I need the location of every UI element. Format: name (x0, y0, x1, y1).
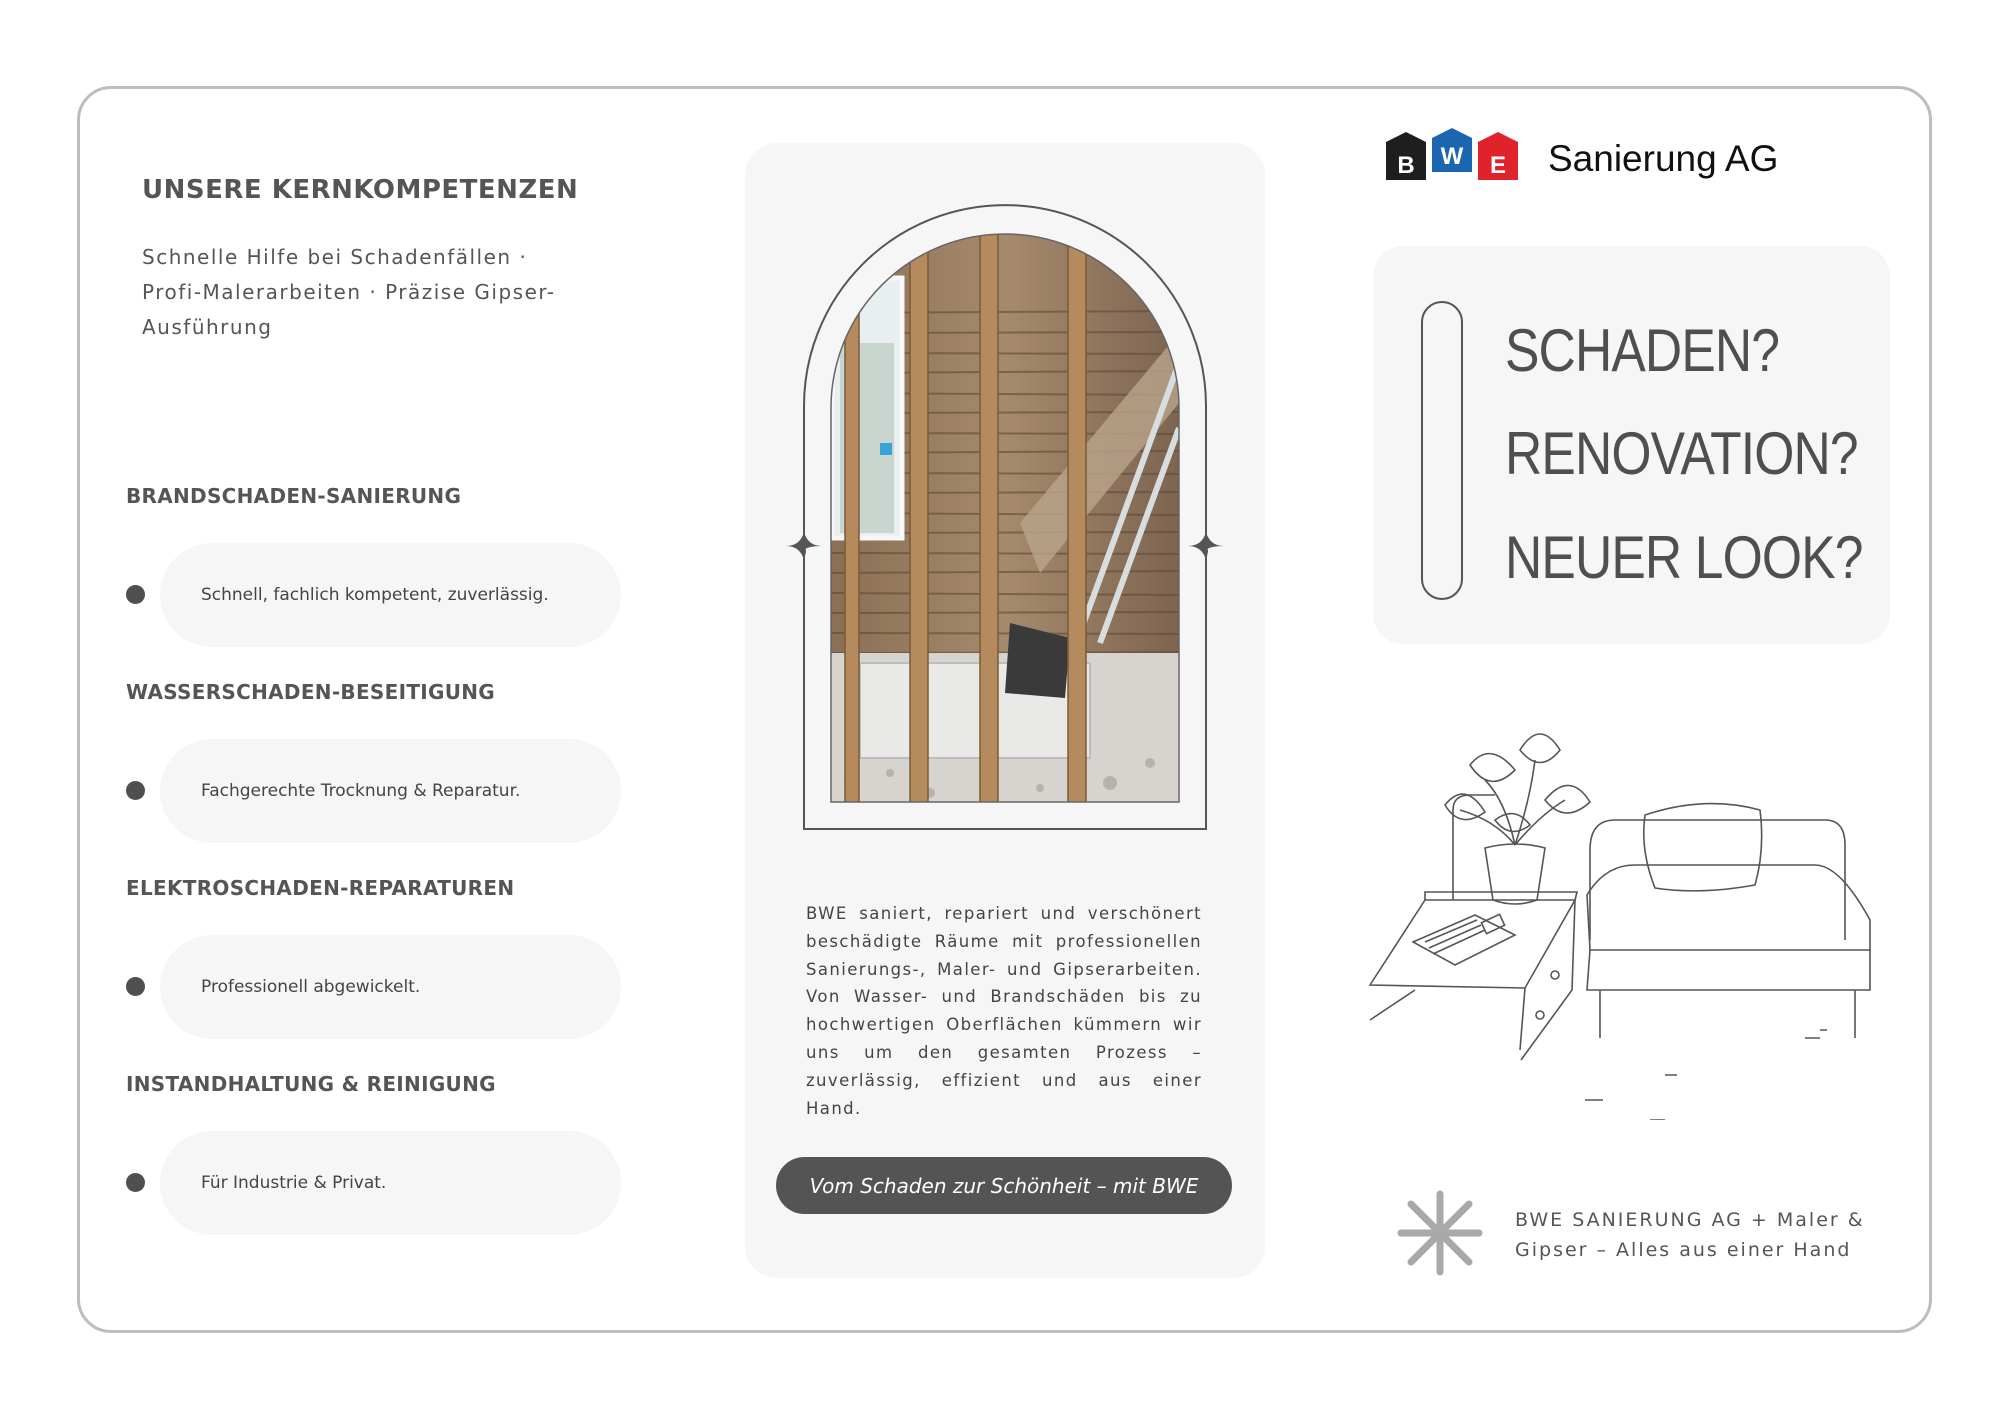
decorative-pill (1421, 301, 1463, 600)
arch-photo-frame (780, 193, 1230, 838)
service-pill-brand: Schnell, fachlich kompetent, zuverlässig. (160, 543, 621, 647)
logo-house-b (1386, 132, 1426, 180)
question-schaden: SCHADEN? (1505, 317, 1780, 384)
section-heading: UNSERE KERNKOMPETENZEN (142, 175, 579, 205)
bullet-dot (126, 977, 145, 996)
service-title-instandhaltung: INSTANDHALTUNG & REINIGUNG (126, 1072, 496, 1096)
bullet-dot (126, 1173, 145, 1192)
bullet-dot (126, 585, 145, 604)
bwe-logo (1384, 128, 1524, 184)
intro-text: Schnelle Hilfe bei Schadenfällen · Profi-Malerarbeiten · Präzise Gipser-Ausführung (142, 245, 556, 339)
logo-letter-w: W (1440, 143, 1464, 170)
service-pill-instandhaltung: Für Industrie & Privat. (160, 1131, 621, 1235)
asterisk-icon (1397, 1190, 1483, 1276)
company-name: Sanierung AG (1548, 138, 1779, 179)
service-title-brand: BRANDSCHADEN-SANIERUNG (126, 484, 462, 508)
logo-house-e (1478, 132, 1518, 180)
cta-button[interactable]: Vom Schaden zur Schönheit – mit BWE (776, 1157, 1232, 1214)
service-title-elektro: ELEKTROSCHADEN-REPARATUREN (126, 876, 515, 900)
question-renovation: RENOVATION? (1505, 420, 1858, 487)
logo-letter-b: B (1397, 152, 1415, 179)
service-title-wasser: WASSERSCHADEN-BESEITIGUNG (126, 680, 496, 704)
logo-letter-e: E (1489, 152, 1507, 179)
bullet-dot (126, 781, 145, 800)
footer-tagline: BWE SANIERUNG AG + Maler & Gipser – Alles aus einer Hand (1515, 1209, 1865, 1261)
renovation-photo (831, 213, 1179, 803)
logo-house-w (1432, 128, 1472, 172)
service-pill-wasser: Fachgerechte Trocknung & Reparatur. (160, 739, 621, 843)
service-pill-elektro: Professionell abgewickelt. (160, 935, 621, 1039)
question-neuer-look: NEUER LOOK? (1505, 524, 1863, 591)
company-description: BWE saniert, repariert und verschönert beschädigte Räume mit professionellen Sanierungs-, Maler- und Gipserarbeiten. Von Wasser- und Brandschäden bis zu hochwertigen Oberflächen kümmern wir uns um den gesamten Prozess – zuverlässig, effizient und aus einer Hand. (806, 904, 1202, 1118)
living-room-sketch-icon (1365, 720, 1895, 1120)
